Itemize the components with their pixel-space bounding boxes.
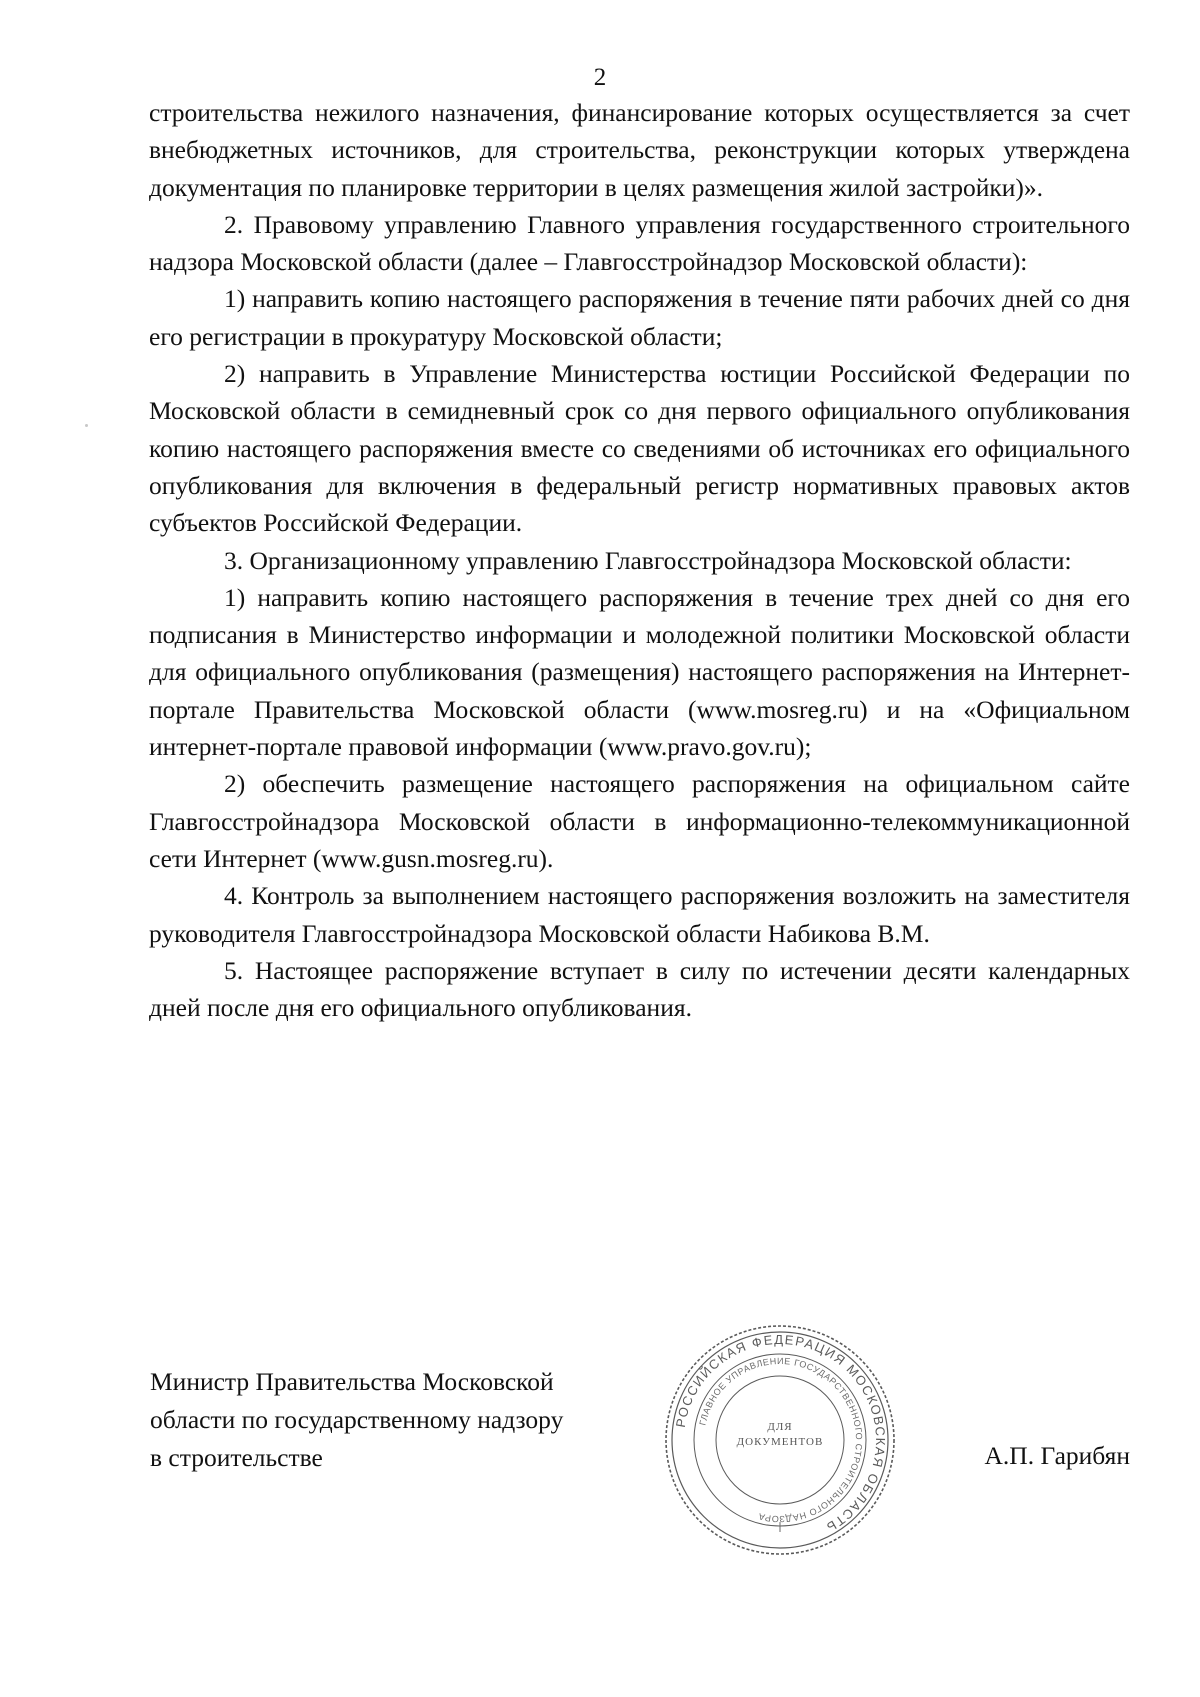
paragraph-item-2-1: 1) направить копию настоящего распоряжения в течение пяти рабочих дней со дня его регистрации в прокуратуру Московской области; [149, 284, 1130, 351]
paragraph-item-3: 3. Организационному управлению Главгосстройнадзора Московской области: [224, 545, 1072, 575]
seal-outer-text: РОССИЙСКАЯ ФЕДЕРАЦИЯ МОСКОВСКАЯ ОБЛАСТЬ [672, 1331, 889, 1536]
page-number: 2 [593, 64, 607, 91]
paragraph-item-5: 5. Настоящее распоряжение вступает в силу по истечении десяти календарных дней после дня его официального опубликования. [149, 955, 1130, 1023]
seal-center-text [724, 1420, 836, 1450]
signatory-name: А.П. Гарибян [984, 1441, 1130, 1470]
document-body [149, 94, 1130, 1026]
seal-inner-text: ГЛАВНОЕ УПРАВЛЕНИЕ ГОСУДАРСТВЕННОГО СТРОИТЕЛЬНОГО НАДЗОРА [697, 1355, 865, 1525]
signatory-title [150, 1363, 620, 1477]
paragraph-item-2: 2. Правовому управлению Главного управления государственного строительного надзора Московской области (далее – Главгосстройнадзор Московской области): [149, 209, 1130, 277]
paragraph-item-3-1: 1) направить копию настоящего распоряжения в течение трех дней со дня его подписания в Министерство информации и молодежной политики Московской области для официального опубликования (размещения) настоящего распоряжения на Интернет-портале Правительства Московской области (www.mosreg.ru) и на «Официальном интернет-портале правовой информации (www.pravo.gov.ru); [149, 582, 1130, 762]
signatory-title-line: Министр Правительства Московской [150, 1367, 554, 1396]
seal-center-line: ДОКУМЕНТОВ [736, 1436, 824, 1448]
official-seal [662, 1322, 898, 1558]
paragraph-item-4: 4. Контроль за выполнением настоящего распоряжения возложить на заместителя руководителя Главгосстройнадзора Московской области Набикова В.М. [149, 881, 1130, 948]
seal-center-line: ДЛЯ [767, 1421, 793, 1433]
paragraph-item-2-2: 2) направить в Управление Министерства юстиции Российской Федерации по Московской области в семидневный срок со дня первого официального опубликования копию настоящего распоряжения вместе со сведениями об источниках его официального опубликования для включения в федеральный регистр нормативных правовых актов субъектов Российской Федерации. [149, 359, 1130, 538]
signatory-title-line: в строительстве [150, 1443, 323, 1472]
scan-dot [85, 424, 88, 427]
signatory-title-line: области по государственному надзору [150, 1405, 564, 1434]
paragraph-continuation: строительства нежилого назначения, финансирование которых осуществляется за счет внебюджетных источников, для строительства, реконструкции которых утверждена документация по планировке территории в целях размещения жилой застройки)». [149, 98, 1130, 202]
paragraph-item-3-2: 2) обеспечить размещение настоящего распоряжения на официальном сайте Главгосстройнадзора Московской области в информационно-телекоммуникационной сети Интернет (www.gusn.mosreg.ru). [149, 769, 1130, 873]
